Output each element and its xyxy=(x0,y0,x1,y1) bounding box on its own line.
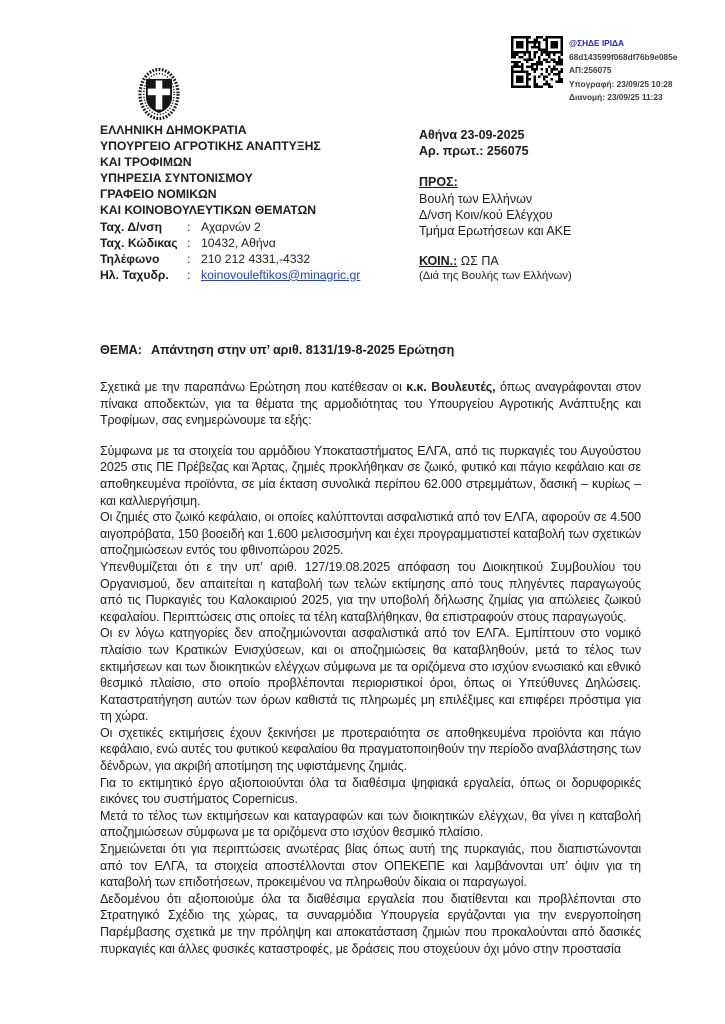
body-paragraph: Μετά το τέλος των εκτιμήσεων και καταγραφών και των διοικητικών ελέγχων, θα γίνει η καταβολή αποζημιώσεων σύμφωνα με τα οριζόμενα στο ισχύον θεσμικό πλαίσιο. xyxy=(100,808,641,840)
body-paragraph-intro xyxy=(100,379,641,429)
contact-email-separator: : xyxy=(187,267,191,282)
contact-address-label: Ταχ. Δ/νση xyxy=(100,219,163,234)
body-paragraph: Δεδομένου ότι αξιοποιούμε όλα τα διαθέσιμα εργαλεία που διατίθενται και προβλέπονται στο Στρατηγικό Σχέδιο της χώρας, τα συναρμόδια Υπουργεία εργάζονται για την ενεργοποίηση Παρέμβασης σχετικά με την πρόληψη και αποκατάσταση ζημιών που προκαλούνται από δασικές πυρκαγιές και άλλες φυσικές καταστροφές, με δράσεις που στοχεύουν όχι μόνο στην προστασία xyxy=(100,891,641,956)
body-paragraph: Για το εκτιμητικό έργο αξιοποιούνται όλα τα διαθέσιμα ψηφιακά εργαλεία, όπως οι δορυφορικές εικόνες του συστήματος Copernicus. xyxy=(100,775,641,807)
contact-address-separator: : xyxy=(187,219,191,234)
stamp-distribution-timestamp: Διανομή: 23/09/25 11:23 xyxy=(569,92,663,103)
stamp-protocol-number: ΑΠ:256075 xyxy=(569,65,612,76)
contact-details xyxy=(100,219,360,283)
recipient-block xyxy=(419,127,572,284)
body-paragraph: Σημειώνεται ότι για περιπτώσεις ανωτέρας βίας όπως αυτή της πυρκαγιάς, που διαπιστώνονται από τον ΕΛΓΑ, τα στοιχεία αποστέλλονται στον ΟΠΕΚΕΠΕ και λαμβάνονται υπ’ όψιν για τη καταβολή των επιδοτήσεων, προκειμένου να πληρωθούν δίκαια οι παραγωγοί. xyxy=(100,842,641,890)
intro-pre: Σχετικά με την παραπάνω Ερώτηση που κατέθεσαν οι xyxy=(100,380,407,394)
contact-postcode-separator: : xyxy=(187,235,191,250)
qr-code-icon xyxy=(511,36,563,88)
cc-label: ΚΟΙΝ.: xyxy=(419,254,458,269)
city-date: Αθήνα 23-09-2025 xyxy=(419,128,525,142)
irida-signature-stamp xyxy=(511,36,677,105)
intro-bold-deputies: κ.κ. Βουλευτές, xyxy=(406,380,496,394)
contact-phone-value: 210 212 4331,-4332 xyxy=(201,251,311,266)
body-paragraph: Σύμφωνα με τα στοιχεία του αρμόδιου Υποκαταστήματος ΕΛΓΑ, από τις πυρκαγιές του Αυγούστου 2025 στις ΠΕ Πρέβεζας και Άρτας, ζημιές προκλήθηκαν σε ζωικό, φυτικό και πάγιο κεφάλαιο και σε αποθηκευμένα προϊόντα, σε μία έκταση συνολικά περίπου 62.000 στρεμμάτων, δασική – κυρίως – και καλλιεργήσιμη. xyxy=(100,443,641,508)
org-line-service: ΥΠΗΡΕΣΙΑ ΣΥΝΤΟΝΙΣΜΟΥ xyxy=(100,171,253,186)
org-line-ministry-1: ΥΠΟΥΡΓΕΙΟ ΑΓΡΟΤΙΚΗΣ ΑΝΑΠΤΥΞΗΣ xyxy=(100,139,321,154)
to-label: ΠΡΟΣ: xyxy=(419,175,458,190)
body-paragraph: Οι εν λόγω κατηγορίες δεν αποζημιώνονται ασφαλιστικά από τον ΕΛΓΑ. Εμπίπτουν στο νομικό πλαίσιο των Κρατικών Ενισχύσεων, και οι αποζημιώσεις θα καταβληθούν, μετά το τέλος των εκτιμήσεων και των διοικητικών ελέγχων σύμφωνα με τα οριζόμενα στο ισχύον ενωσιακό και εθνικό θεσμικό πλαίσιο, στο οποίο προβλέπονται περιοριστικοί όροι, όπως οι Υπεύθυνες Δηλώσεις. Καταστρατήγηση αυτών των όρων καθιστά τις πληρωμές μη επιλέξιμες και επιφέρει πρόστιμα για τη χώρα. xyxy=(100,626,641,724)
contact-phone-separator: : xyxy=(187,251,191,266)
org-line-republic: ΕΛΛΗΝΙΚΗ ΔΗΜΟΚΡΑΤΙΑ xyxy=(100,123,247,137)
subject-label: ΘΕΜΑ: xyxy=(100,343,142,357)
intro-post: όπως αναγράφονται στον πίνακα αποδεκτών, για τα θέματα της αρμοδιότητας του Υπουργείου Αγροτικής Ανάπτυξης και Τροφίμων, σας ενημερώνουμε τα εξής: xyxy=(100,380,641,428)
to-line-parliament: Βουλή των Ελλήνων xyxy=(419,191,533,206)
greek-coat-of-arms-icon xyxy=(137,66,181,122)
body-paragraph: Οι σχετικές εκτιμήσεις έχουν ξεκινήσει με προτεραιότητα σε αποθηκευμένα προϊόντα και πάγιο κεφάλαιο, ενώ αυτές του φυτικού κεφαλαίου θα πραγματοποιηθούν την περίοδο αναβλάστησης των δένδρων, για ακριβή αποτίμηση της υφιστάμενης ζημιάς. xyxy=(100,725,641,774)
contact-phone-label: Τηλέφωνο xyxy=(100,251,160,266)
letter-body xyxy=(100,379,641,957)
org-line-office-2: ΚΑΙ ΚΟΙΝΟΒΟΥΛΕΥΤΙΚΩΝ ΘΕΜΑΤΩΝ xyxy=(100,203,317,218)
to-line-directorate: Δ/νση Κοιν/κού Ελέγχου xyxy=(419,207,553,222)
stamp-system-name: @ΣΗΔΕ ΙΡΙΔΑ xyxy=(569,38,624,48)
org-line-ministry-2: ΚΑΙ ΤΡΟΦΙΜΩΝ xyxy=(100,155,192,170)
body-paragraph: Υπενθυμίζεται ότι ε την υπ’ αριθ. 127/19.08.2025 απόφαση του Διοικητικού Συμβουλίου του Οργανισμού, δεν απαιτείται η καταβολή των τελών εκτίμησης από τους πληγέντες παραγωγούς από τις Πυρκαγιές του Καλοκαιριού 2025, για την υποβολή δήλωσης ζημίας για απώλειες ζωικού κεφαλαίου. Περιπτώσεις στις οποίες τα τέλη καταβλήθηκαν, θα επιστραφούν στους παραγωγούς. xyxy=(100,559,641,624)
contact-address-value: Αχαρνών 2 xyxy=(201,219,261,234)
subject-line xyxy=(100,343,648,357)
org-line-office-1: ΓΡΑΦΕΙΟ ΝΟΜΙΚΩΝ xyxy=(100,187,217,202)
stamp-metadata xyxy=(569,36,677,105)
body-paragraph: Οι ζημιές στο ζωικό κεφάλαιο, οι οποίες καλύπτονται ασφαλιστικά από τον ΕΛΓΑ, αφορούν σε 4.500 αιγοπρόβατα, 150 βοοειδή και 1.600 μελισοσμήνη και έχει προγραμματιστεί καταβολή των σχετικών αποζημιώσεων εντός του φθινοπώρου 2025. xyxy=(100,510,641,558)
cc-value: ΩΣ ΠΑ xyxy=(460,254,499,269)
contact-postcode-label: Ταχ. Κώδικας xyxy=(100,235,178,250)
cc-note: (Διά της Βουλής των Ελλήνων) xyxy=(419,270,572,283)
stamp-hash: 68d143599f068df76b9e085e xyxy=(569,51,678,62)
contact-email-label: Ηλ. Ταχυδρ. xyxy=(100,267,169,282)
contact-postcode-value: 10432, Αθήνα xyxy=(201,235,276,250)
to-line-department: Τμήμα Ερωτήσεων και ΑΚΕ xyxy=(419,224,572,239)
stamp-signature-timestamp: Υπογραφή: 23/09/25 10:28 xyxy=(569,78,673,89)
sender-block xyxy=(100,122,360,283)
email-link[interactable]: koinovouleftikos@minagric.gr xyxy=(201,267,361,282)
subject-text: Απάντηση στην υπ’ αριθ. 8131/19-8-2025 Ερώτηση xyxy=(150,343,455,357)
protocol-number: Αρ. πρωτ.: 256075 xyxy=(419,144,529,159)
